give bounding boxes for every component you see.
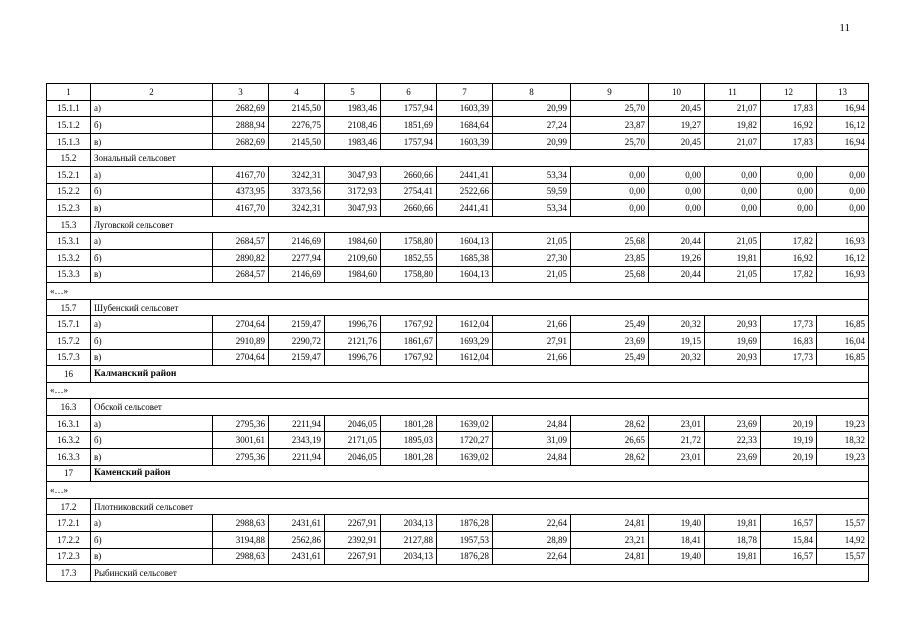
table-cell: 1612,04 xyxy=(437,349,493,366)
table-row xyxy=(47,200,869,217)
table-cell: 2704,64 xyxy=(213,316,269,333)
row-label: в) xyxy=(91,349,213,366)
table-cell: 1685,38 xyxy=(437,249,493,266)
table-cell: 1996,76 xyxy=(325,316,381,333)
table-cell: 27,91 xyxy=(493,332,571,349)
table-cell: 2046,05 xyxy=(325,415,381,432)
table-cell: 23,01 xyxy=(649,415,705,432)
table-cell: 0,00 xyxy=(649,166,705,183)
table-cell: 2171,05 xyxy=(325,432,381,449)
table-cell: 19,69 xyxy=(705,332,761,349)
table-cell: 0,00 xyxy=(649,200,705,217)
table-cell: 4167,70 xyxy=(213,166,269,183)
table-cell: 22,64 xyxy=(493,515,571,532)
row-code: 17.3 xyxy=(47,565,91,582)
row-code: 17.2 xyxy=(47,498,91,515)
table-cell: 16,92 xyxy=(761,249,817,266)
table-cell: 2522,66 xyxy=(437,183,493,200)
table-row xyxy=(47,233,869,250)
table-cell: 19,82 xyxy=(705,117,761,134)
table-cell: 2343,19 xyxy=(269,432,325,449)
table-cell: 1612,04 xyxy=(437,316,493,333)
row-label: в) xyxy=(91,200,213,217)
table-cell: 18,41 xyxy=(649,532,705,549)
table-cell: 1604,13 xyxy=(437,266,493,283)
table-cell: 2145,50 xyxy=(269,133,325,150)
table-cell: 0,00 xyxy=(705,166,761,183)
table-cell: 20,45 xyxy=(649,100,705,117)
row-code: 15.2.3 xyxy=(47,200,91,217)
table-cell: 2910,89 xyxy=(213,332,269,349)
district-row xyxy=(47,465,869,482)
table-cell: 22,33 xyxy=(705,432,761,449)
table-cell: 0,00 xyxy=(571,166,649,183)
district-title: Калманский район xyxy=(91,366,869,383)
section-row xyxy=(47,150,869,167)
table-cell: 1767,92 xyxy=(381,316,437,333)
table-cell: 14,92 xyxy=(817,532,869,549)
row-code: 17.2.3 xyxy=(47,548,91,565)
table-cell: 20,44 xyxy=(649,233,705,250)
table-cell: 19,19 xyxy=(761,432,817,449)
table-cell: 2660,66 xyxy=(381,166,437,183)
row-code: 15.1.1 xyxy=(47,100,91,117)
column-header: 11 xyxy=(705,84,761,101)
table-row xyxy=(47,349,869,366)
table-cell: 20,93 xyxy=(705,349,761,366)
section-title: Плотниковский сельсовет xyxy=(91,498,869,515)
row-code: 15.3.2 xyxy=(47,249,91,266)
table-cell: 15,84 xyxy=(761,532,817,549)
table-cell: 24,84 xyxy=(493,415,571,432)
row-label: в) xyxy=(91,548,213,565)
table-cell: 20,44 xyxy=(649,266,705,283)
table-cell: 25,70 xyxy=(571,100,649,117)
row-code: 16.3.1 xyxy=(47,415,91,432)
table-cell: 0,00 xyxy=(817,183,869,200)
table-cell: 1720,27 xyxy=(437,432,493,449)
tariff-table xyxy=(46,83,869,582)
table-row xyxy=(47,432,869,449)
table-cell: 1758,80 xyxy=(381,233,437,250)
table-cell: 21,07 xyxy=(705,100,761,117)
table-cell: 27,24 xyxy=(493,117,571,134)
row-code: 16.3 xyxy=(47,399,91,416)
table-row xyxy=(47,332,869,349)
table-cell: 16,94 xyxy=(817,100,869,117)
table-cell: 15,57 xyxy=(817,515,869,532)
table-cell: 3047,93 xyxy=(325,166,381,183)
table-cell: 17,82 xyxy=(761,266,817,283)
row-code: 15.7 xyxy=(47,299,91,316)
table-cell: 2159,47 xyxy=(269,316,325,333)
table-cell: 16,93 xyxy=(817,233,869,250)
table-cell: 3373,56 xyxy=(269,183,325,200)
table-row xyxy=(47,183,869,200)
row-code: 16.3.2 xyxy=(47,432,91,449)
table-cell: 2267,91 xyxy=(325,515,381,532)
table-cell: 1984,60 xyxy=(325,233,381,250)
table-cell: 1996,76 xyxy=(325,349,381,366)
table-cell: 53,34 xyxy=(493,200,571,217)
table-cell: 1758,80 xyxy=(381,266,437,283)
column-header: 12 xyxy=(761,84,817,101)
table-cell: 1861,67 xyxy=(381,332,437,349)
table-cell: 28,62 xyxy=(571,449,649,466)
row-code: 15.7.2 xyxy=(47,332,91,349)
row-code: 17 xyxy=(47,465,91,482)
row-code: 17.2.2 xyxy=(47,532,91,549)
table-cell: 2109,60 xyxy=(325,249,381,266)
table-cell: 21,05 xyxy=(493,266,571,283)
table-cell: 16,12 xyxy=(817,117,869,134)
row-label: б) xyxy=(91,532,213,549)
column-header: 3 xyxy=(213,84,269,101)
table-cell: 19,23 xyxy=(817,449,869,466)
row-label: б) xyxy=(91,117,213,134)
column-header: 1 xyxy=(47,84,91,101)
table-row xyxy=(47,117,869,134)
table-cell: 19,40 xyxy=(649,515,705,532)
table-cell: 0,00 xyxy=(705,200,761,217)
row-code: 15.2 xyxy=(47,150,91,167)
table-cell: 22,64 xyxy=(493,548,571,565)
table-row xyxy=(47,548,869,565)
column-header: 4 xyxy=(269,84,325,101)
table-cell: 1851,69 xyxy=(381,117,437,134)
table-cell: 2704,64 xyxy=(213,349,269,366)
table-cell: 4167,70 xyxy=(213,200,269,217)
row-code: 16 xyxy=(47,366,91,383)
table-cell: 1757,94 xyxy=(381,100,437,117)
column-header: 7 xyxy=(437,84,493,101)
table-row xyxy=(47,266,869,283)
section-row xyxy=(47,399,869,416)
table-cell: 16,12 xyxy=(817,249,869,266)
district-row xyxy=(47,366,869,383)
table-cell: 2988,63 xyxy=(213,515,269,532)
table-cell: 3172,93 xyxy=(325,183,381,200)
table-cell: 2046,05 xyxy=(325,449,381,466)
table-cell: 1639,02 xyxy=(437,415,493,432)
table-cell: 2431,61 xyxy=(269,515,325,532)
column-header: 8 xyxy=(493,84,571,101)
column-header: 5 xyxy=(325,84,381,101)
table-row xyxy=(47,449,869,466)
table-cell: 1801,28 xyxy=(381,415,437,432)
table-cell: 28,62 xyxy=(571,415,649,432)
table-cell: 0,00 xyxy=(571,200,649,217)
section-title: Зональный сельсовет xyxy=(91,150,869,167)
table-cell: 2121,76 xyxy=(325,332,381,349)
table-cell: 2684,57 xyxy=(213,266,269,283)
table-cell: 21,66 xyxy=(493,349,571,366)
table-cell: 2988,63 xyxy=(213,548,269,565)
ellipsis-row xyxy=(47,382,869,399)
table-cell: 19,27 xyxy=(649,117,705,134)
column-header: 2 xyxy=(91,84,213,101)
table-cell: 16,92 xyxy=(761,117,817,134)
row-code: 15.7.1 xyxy=(47,316,91,333)
table-cell: 2159,47 xyxy=(269,349,325,366)
table-cell: 0,00 xyxy=(761,166,817,183)
table-cell: 3242,31 xyxy=(269,166,325,183)
row-label: а) xyxy=(91,166,213,183)
row-label: а) xyxy=(91,415,213,432)
table-cell: 20,99 xyxy=(493,100,571,117)
table-cell: 20,32 xyxy=(649,316,705,333)
table-cell: 21,66 xyxy=(493,316,571,333)
row-label: б) xyxy=(91,432,213,449)
row-code: 15.7.3 xyxy=(47,349,91,366)
table-cell: 19,26 xyxy=(649,249,705,266)
table-cell: 2108,46 xyxy=(325,117,381,134)
row-code: 15.3.3 xyxy=(47,266,91,283)
table-cell: 2034,13 xyxy=(381,515,437,532)
table-header-row xyxy=(47,84,869,101)
table-cell: 2431,61 xyxy=(269,548,325,565)
table-cell: 16,83 xyxy=(761,332,817,349)
table-cell: 0,00 xyxy=(761,183,817,200)
table-row xyxy=(47,166,869,183)
table-cell: 20,19 xyxy=(761,415,817,432)
table-cell: 23,21 xyxy=(571,532,649,549)
table-cell: 2146,69 xyxy=(269,233,325,250)
table-cell: 17,73 xyxy=(761,316,817,333)
section-row xyxy=(47,216,869,233)
section-title: Рыбинский сельсовет xyxy=(91,565,869,582)
table-cell: 18,32 xyxy=(817,432,869,449)
table-cell: 15,57 xyxy=(817,548,869,565)
table-cell: 1852,55 xyxy=(381,249,437,266)
table-cell: 2890,82 xyxy=(213,249,269,266)
table-cell: 1603,39 xyxy=(437,100,493,117)
ellipsis-row xyxy=(47,482,869,499)
table-cell: 2562,86 xyxy=(269,532,325,549)
table-cell: 1876,28 xyxy=(437,548,493,565)
table-cell: 1957,53 xyxy=(437,532,493,549)
table-cell: 2660,66 xyxy=(381,200,437,217)
table-cell: 1801,28 xyxy=(381,449,437,466)
table-cell: 16,93 xyxy=(817,266,869,283)
table-cell: 25,70 xyxy=(571,133,649,150)
table-row xyxy=(47,316,869,333)
table-cell: 0,00 xyxy=(817,166,869,183)
table-cell: 2034,13 xyxy=(381,548,437,565)
table-row xyxy=(47,249,869,266)
table-cell: 2276,75 xyxy=(269,117,325,134)
table-cell: 24,81 xyxy=(571,548,649,565)
table-cell: 1639,02 xyxy=(437,449,493,466)
table-cell: 1983,46 xyxy=(325,133,381,150)
row-label: б) xyxy=(91,332,213,349)
table-cell: 1684,64 xyxy=(437,117,493,134)
row-code: 15.1.2 xyxy=(47,117,91,134)
column-header: 6 xyxy=(381,84,437,101)
table-cell: 1983,46 xyxy=(325,100,381,117)
table-cell: 2795,36 xyxy=(213,415,269,432)
table-cell: 17,82 xyxy=(761,233,817,250)
table-body xyxy=(47,100,869,581)
table-cell: 17,83 xyxy=(761,133,817,150)
table-cell: 19,81 xyxy=(705,548,761,565)
table-cell: 1603,39 xyxy=(437,133,493,150)
row-code: 17.2.1 xyxy=(47,515,91,532)
row-label: а) xyxy=(91,100,213,117)
table-cell: 17,73 xyxy=(761,349,817,366)
table-row xyxy=(47,100,869,117)
table-cell: 25,68 xyxy=(571,266,649,283)
ellipsis-text: «…» xyxy=(47,382,869,399)
table-cell: 23,69 xyxy=(705,415,761,432)
table-row xyxy=(47,415,869,432)
table-cell: 2290,72 xyxy=(269,332,325,349)
row-code: 15.1.3 xyxy=(47,133,91,150)
table-cell: 3001,61 xyxy=(213,432,269,449)
table-cell: 4373,95 xyxy=(213,183,269,200)
table-cell: 2392,91 xyxy=(325,532,381,549)
table-cell: 21,72 xyxy=(649,432,705,449)
table-cell: 53,34 xyxy=(493,166,571,183)
row-label: а) xyxy=(91,233,213,250)
table-cell: 24,81 xyxy=(571,515,649,532)
table-cell: 1767,92 xyxy=(381,349,437,366)
table-cell: 3242,31 xyxy=(269,200,325,217)
table-cell: 2277,94 xyxy=(269,249,325,266)
table-cell: 25,68 xyxy=(571,233,649,250)
table-cell: 0,00 xyxy=(571,183,649,200)
table-cell: 28,89 xyxy=(493,532,571,549)
table-cell: 1984,60 xyxy=(325,266,381,283)
table-cell: 20,32 xyxy=(649,349,705,366)
table-cell: 2211,94 xyxy=(269,449,325,466)
row-label: б) xyxy=(91,249,213,266)
section-title: Обской сельсовет xyxy=(91,399,869,416)
row-code: 15.3.1 xyxy=(47,233,91,250)
table-cell: 2682,69 xyxy=(213,133,269,150)
table-cell: 2795,36 xyxy=(213,449,269,466)
section-title: Шубенский сельсовет xyxy=(91,299,869,316)
row-label: а) xyxy=(91,316,213,333)
section-row xyxy=(47,299,869,316)
table-cell: 23,69 xyxy=(571,332,649,349)
table-cell: 3194,88 xyxy=(213,532,269,549)
table-cell: 1876,28 xyxy=(437,515,493,532)
table-cell: 0,00 xyxy=(817,200,869,217)
table-cell: 0,00 xyxy=(761,200,817,217)
column-header: 9 xyxy=(571,84,649,101)
table-cell: 19,15 xyxy=(649,332,705,349)
ellipsis-text: «…» xyxy=(47,482,869,499)
table-cell: 21,05 xyxy=(705,233,761,250)
table-cell: 1757,94 xyxy=(381,133,437,150)
section-row xyxy=(47,498,869,515)
table-cell: 2888,94 xyxy=(213,117,269,134)
table-cell: 16,85 xyxy=(817,316,869,333)
row-code: 15.2.2 xyxy=(47,183,91,200)
table-cell: 23,87 xyxy=(571,117,649,134)
table-cell: 20,99 xyxy=(493,133,571,150)
table-cell: 16,04 xyxy=(817,332,869,349)
column-header: 13 xyxy=(817,84,869,101)
table-cell: 2146,69 xyxy=(269,266,325,283)
column-header: 10 xyxy=(649,84,705,101)
table-cell: 2145,50 xyxy=(269,100,325,117)
district-title: Каменский район xyxy=(91,465,869,482)
table-cell: 2684,57 xyxy=(213,233,269,250)
table-cell: 24,84 xyxy=(493,449,571,466)
table-cell: 25,49 xyxy=(571,316,649,333)
section-row xyxy=(47,565,869,582)
table-cell: 2267,91 xyxy=(325,548,381,565)
table-cell: 3047,93 xyxy=(325,200,381,217)
table-cell: 20,19 xyxy=(761,449,817,466)
ellipsis-text: «…» xyxy=(47,283,869,300)
row-code: 16.3.3 xyxy=(47,449,91,466)
table-cell: 18,78 xyxy=(705,532,761,549)
row-label: в) xyxy=(91,133,213,150)
row-label: а) xyxy=(91,515,213,532)
table-cell: 20,45 xyxy=(649,133,705,150)
table-cell: 31,09 xyxy=(493,432,571,449)
page-number: 11 xyxy=(839,22,850,34)
table-cell: 23,69 xyxy=(705,449,761,466)
table-cell: 2754,41 xyxy=(381,183,437,200)
table-cell: 1604,13 xyxy=(437,233,493,250)
table-cell: 1895,03 xyxy=(381,432,437,449)
table-cell: 21,05 xyxy=(493,233,571,250)
table-cell: 2211,94 xyxy=(269,415,325,432)
table-cell: 0,00 xyxy=(705,183,761,200)
section-title: Луговской сельсовет xyxy=(91,216,869,233)
table-row xyxy=(47,515,869,532)
table-cell: 17,83 xyxy=(761,100,817,117)
table-row xyxy=(47,133,869,150)
table-cell: 16,57 xyxy=(761,548,817,565)
table-cell: 19,23 xyxy=(817,415,869,432)
table-cell: 25,49 xyxy=(571,349,649,366)
table-cell: 2127,88 xyxy=(381,532,437,549)
ellipsis-row xyxy=(47,283,869,300)
table-cell: 0,00 xyxy=(649,183,705,200)
row-label: в) xyxy=(91,449,213,466)
table-cell: 1693,29 xyxy=(437,332,493,349)
table-cell: 19,81 xyxy=(705,515,761,532)
row-label: в) xyxy=(91,266,213,283)
table-cell: 20,93 xyxy=(705,316,761,333)
table-cell: 19,81 xyxy=(705,249,761,266)
table-cell: 21,07 xyxy=(705,133,761,150)
table-cell: 2441,41 xyxy=(437,200,493,217)
table-cell: 26,65 xyxy=(571,432,649,449)
table-cell: 27,30 xyxy=(493,249,571,266)
table-cell: 2682,69 xyxy=(213,100,269,117)
table-row xyxy=(47,532,869,549)
table-cell: 19,40 xyxy=(649,548,705,565)
table-cell: 59,59 xyxy=(493,183,571,200)
table-cell: 16,57 xyxy=(761,515,817,532)
table-cell: 2441,41 xyxy=(437,166,493,183)
table-cell: 16,85 xyxy=(817,349,869,366)
row-code: 15.2.1 xyxy=(47,166,91,183)
table-cell: 21,05 xyxy=(705,266,761,283)
row-label: б) xyxy=(91,183,213,200)
table-cell: 16,94 xyxy=(817,133,869,150)
table-cell: 23,85 xyxy=(571,249,649,266)
row-code: 15.3 xyxy=(47,216,91,233)
table-cell: 23,01 xyxy=(649,449,705,466)
